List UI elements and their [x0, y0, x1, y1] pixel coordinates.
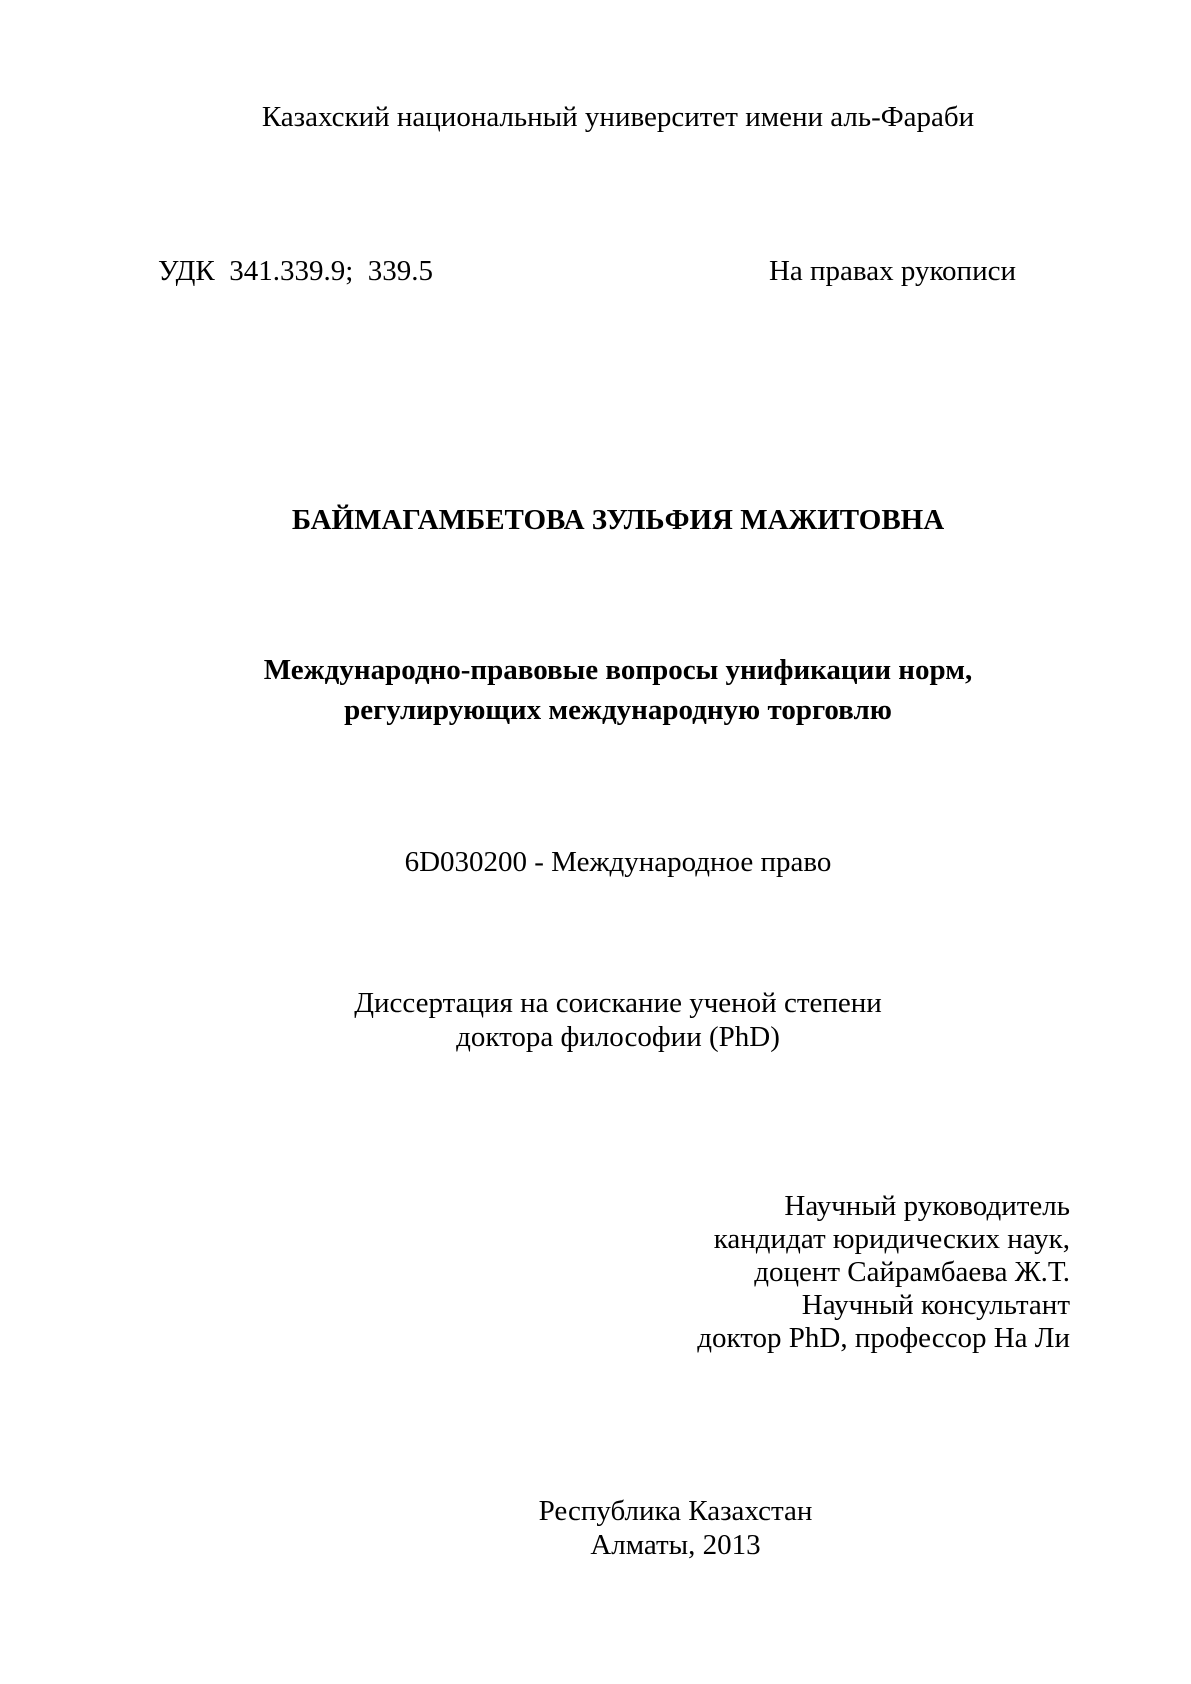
author-name: БАЙМАГАМБЕТОВА ЗУЛЬФИЯ МАЖИТОВНА: [291, 504, 945, 536]
dissertation-title: [160, 650, 1076, 730]
publication-place-block: [220, 1494, 1131, 1562]
thesis-statement-line-2: доктора философии (PhD): [456, 1021, 780, 1053]
consultant-name: доктор PhD, профессор На Ли: [697, 1322, 1070, 1354]
supervisor-block: [400, 1190, 1070, 1355]
supervisor-heading: Научный руководитель: [784, 1190, 1070, 1222]
thesis-statement-line-1: Диссертация на соискание ученой степени: [354, 987, 882, 1019]
udk-row: [158, 255, 1016, 288]
dissertation-title-line-2: регулирующих международную торговлю: [344, 694, 892, 726]
consultant-heading: Научный консультант: [801, 1289, 1070, 1321]
thesis-statement: [160, 986, 1076, 1054]
city-and-year: Алматы, 2013: [590, 1529, 761, 1561]
specialty-code: 6D030200 - Международное право: [404, 846, 832, 878]
udk-code: УДК 341.339.9; 339.5: [158, 255, 434, 287]
university-name: Казахский национальный университет имени аль-Фараби: [261, 101, 975, 133]
dissertation-title-line-1: Международно-правовые вопросы унификации норм,: [263, 654, 973, 686]
country-name: Республика Казахстан: [538, 1495, 813, 1527]
supervisor-name: доцент Сайрамбаева Ж.Т.: [754, 1256, 1070, 1288]
supervisor-degree: кандидат юридических наук,: [713, 1223, 1070, 1255]
manuscript-rights-note: На правах рукописи: [768, 255, 1016, 287]
